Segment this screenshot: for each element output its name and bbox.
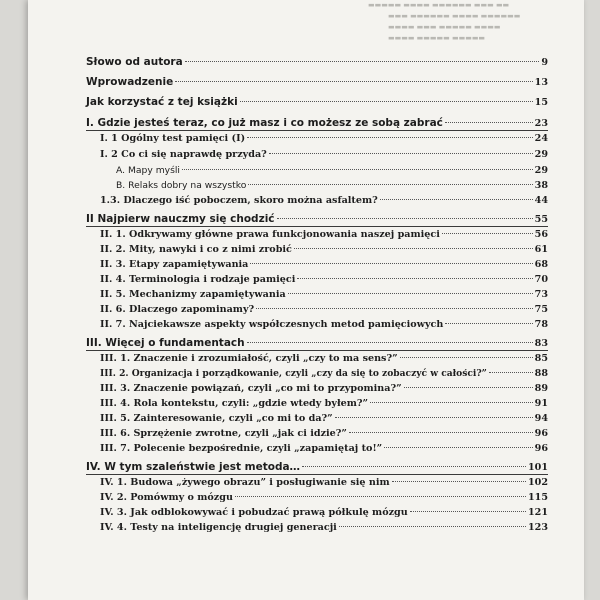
leader-dots — [404, 387, 533, 388]
toc-title: III. Więcej o fundamentach — [86, 337, 245, 349]
leader-dots — [250, 263, 532, 264]
leader-dots — [392, 481, 526, 482]
leader-dots — [269, 153, 533, 154]
toc-entry — [86, 319, 548, 330]
leader-dots — [185, 61, 540, 62]
toc-page: 121 — [527, 507, 548, 518]
toc-page: 68 — [534, 259, 548, 270]
book-page — [28, 0, 584, 600]
toc-page: 13 — [534, 77, 548, 88]
toc-page: 29 — [534, 165, 548, 176]
toc-page: 70 — [534, 274, 548, 285]
toc-entry — [86, 443, 548, 454]
toc-entry — [86, 428, 548, 439]
toc-title: II. 7. Najciekawsze aspekty współczesnych metod pamięciowych — [100, 319, 444, 330]
toc-title: II Najpierw nauczmy się chodzić — [86, 213, 275, 225]
toc-entry — [86, 149, 548, 160]
toc-entry — [86, 259, 548, 270]
leader-dots — [302, 466, 526, 467]
toc-title: IV. W tym szaleństwie jest metoda… — [86, 461, 301, 473]
toc-page: 55 — [534, 214, 548, 225]
toc-title: II. 4. Terminologia i rodzaje pamięci — [100, 274, 296, 285]
toc-page: 29 — [534, 149, 548, 160]
toc-entry — [86, 133, 548, 144]
leader-dots — [445, 323, 532, 324]
leader-dots — [182, 169, 533, 170]
toc-page: 61 — [534, 244, 548, 255]
toc-title: III. 5. Zainteresowanie, czyli „co mi to da?” — [100, 413, 333, 424]
section-rule — [86, 226, 548, 227]
toc-title: Jak korzystać z tej książki — [86, 96, 238, 108]
toc-page: 9 — [541, 57, 548, 68]
leader-dots — [489, 372, 533, 373]
toc-entry — [86, 96, 548, 108]
toc-entry — [86, 368, 548, 379]
toc-page: 85 — [534, 353, 548, 364]
toc-page: 102 — [527, 477, 548, 488]
section-rule — [86, 130, 548, 131]
toc-page: 101 — [527, 462, 548, 473]
toc-title: B. Relaks dobry na wszystko — [116, 180, 247, 191]
leader-dots — [400, 357, 533, 358]
toc-entry — [86, 76, 548, 88]
toc-entry — [86, 180, 548, 191]
leader-dots — [384, 447, 532, 448]
toc-title: II. 6. Dlaczego zapominamy? — [100, 304, 255, 315]
toc-page: 73 — [534, 289, 548, 300]
toc-page: 44 — [534, 195, 548, 206]
toc-title: I. 1 Ogólny test pamięci (I) — [100, 133, 246, 144]
toc-entry — [86, 304, 548, 315]
toc-entry — [86, 56, 548, 68]
toc-title: Słowo od autora — [86, 56, 183, 68]
toc-entry — [86, 274, 548, 285]
toc-entry — [86, 289, 548, 300]
toc-title: 1.3. Dlaczego iść poboczem, skoro można asfaltem? — [100, 195, 378, 206]
toc-page: 24 — [534, 133, 548, 144]
toc-page: 56 — [534, 229, 548, 240]
leader-dots — [410, 511, 526, 512]
toc-page: 115 — [527, 492, 548, 503]
toc-page: 75 — [534, 304, 548, 315]
toc-title: A. Mapy myśli — [116, 165, 180, 176]
toc-title: I. Gdzie jesteś teraz, co już masz i co możesz ze sobą zabrać — [86, 117, 443, 129]
toc-page: 123 — [527, 522, 548, 533]
toc-entry — [86, 461, 548, 473]
toc-title: IV. 4. Testy na inteligencję drugiej generacji — [100, 522, 337, 533]
toc-entry — [86, 213, 548, 225]
toc-entry — [86, 244, 548, 255]
leader-dots — [294, 248, 533, 249]
toc-title: III. 2. Organizacja i porządkowanie, czyli „czy da się to zobaczyć w całości?” — [100, 368, 487, 379]
toc-page: 38 — [534, 180, 548, 191]
toc-title: III. 7. Polecenie bezpośrednie, czyli „zapamiętaj to!” — [100, 443, 383, 454]
section-rule — [86, 350, 548, 351]
toc-entry — [86, 353, 548, 364]
leader-dots — [370, 402, 533, 403]
toc-entry — [86, 229, 548, 240]
leader-dots — [247, 342, 533, 343]
toc-title: III. 4. Rola kontekstu, czyli: „gdzie wtedy byłem?” — [100, 398, 369, 409]
toc-page: 78 — [534, 319, 548, 330]
toc-title: IV. 2. Pomówmy o mózgu — [100, 492, 233, 503]
toc-page: 91 — [534, 398, 548, 409]
toc-page: 83 — [534, 338, 548, 349]
leader-dots — [339, 526, 526, 527]
leader-dots — [240, 101, 533, 102]
show-through-text: ▬▬▬▬▬ ▬▬▬▬ ▬▬▬▬▬▬ ▬▬▬ ▬▬ ▬▬▬ ▬▬▬▬▬▬ ▬▬▬▬ ▬▬▬▬▬▬ ▬▬▬▬ ▬▬▬ ▬▬▬▬▬ ▬▬▬▬ ▬▬▬▬ ▬▬▬▬▬ ▬▬▬▬▬ — [368, 1, 521, 42]
leader-dots — [297, 278, 532, 279]
leader-dots — [256, 308, 533, 309]
toc-title: II. 5. Mechanizmy zapamiętywania — [100, 289, 286, 300]
leader-dots — [248, 184, 532, 185]
section-rule — [86, 474, 548, 475]
leader-dots — [175, 81, 532, 82]
toc-page: 94 — [534, 413, 548, 424]
leader-dots — [445, 122, 533, 123]
toc-page: 89 — [534, 383, 548, 394]
toc-entry — [86, 383, 548, 394]
toc-entry — [86, 117, 548, 129]
toc-entry — [86, 195, 548, 206]
toc-page: 23 — [534, 118, 548, 129]
toc-title: II. 2. Mity, nawyki i co z nimi zrobić — [100, 244, 292, 255]
toc-entry — [86, 507, 548, 518]
leader-dots — [288, 293, 533, 294]
toc-title: II. 1. Odkrywamy główne prawa funkcjonowania naszej pamięci — [100, 229, 440, 240]
toc-entry — [86, 522, 548, 533]
toc-title: Wprowadzenie — [86, 76, 174, 88]
toc-entry — [86, 413, 548, 424]
toc-page: 15 — [534, 97, 548, 108]
toc-title: IV. 1. Budowa „żywego obrazu” i posługiwanie się nim — [100, 477, 390, 488]
toc-title: I. 2 Co ci się naprawdę przyda? — [100, 149, 267, 160]
leader-dots — [247, 137, 533, 138]
leader-dots — [349, 432, 533, 433]
toc-title: III. 3. Znaczenie powiązań, czyli „co mi to przypomina?” — [100, 383, 402, 394]
toc-entry — [86, 492, 548, 503]
toc-entry — [86, 398, 548, 409]
toc-page: 96 — [534, 443, 548, 454]
toc-page: 88 — [534, 368, 548, 379]
toc-title: IV. 3. Jak odblokowywać i pobudzać prawą półkulę mózgu — [100, 507, 408, 518]
leader-dots — [442, 233, 533, 234]
toc-entry — [86, 337, 548, 349]
toc-title: III. 1. Znaczenie i zrozumiałość, czyli „czy to ma sens?” — [100, 353, 398, 364]
leader-dots — [380, 199, 533, 200]
leader-dots — [335, 417, 533, 418]
toc-title: III. 6. Sprzężenie zwrotne, czyli „jak ci idzie?” — [100, 428, 347, 439]
toc-entry — [86, 477, 548, 488]
leader-dots — [235, 496, 526, 497]
leader-dots — [277, 218, 533, 219]
toc-page: 96 — [534, 428, 548, 439]
toc-title: II. 3. Etapy zapamiętywania — [100, 259, 249, 270]
toc-entry — [86, 165, 548, 176]
